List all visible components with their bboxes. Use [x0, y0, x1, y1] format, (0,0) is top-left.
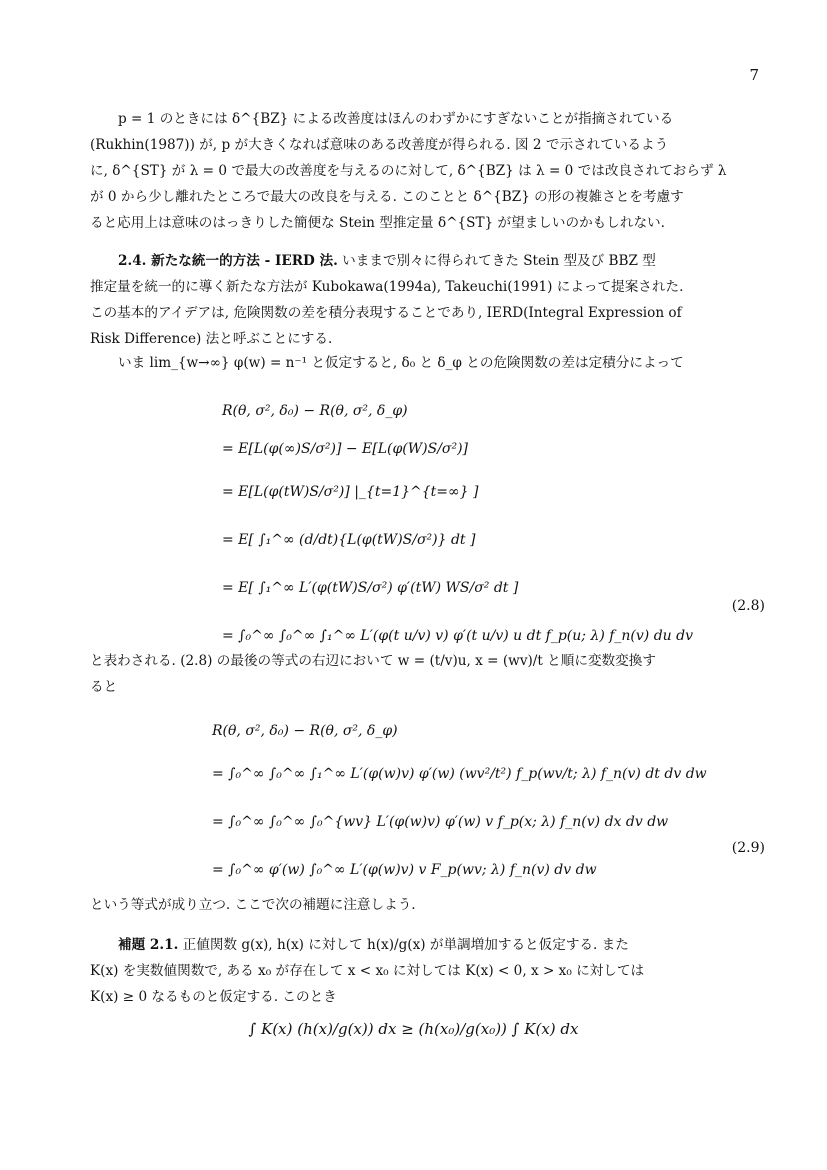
equation-line: = E[L(φ(tW)S/σ²)] |_{t=1}^{t=∞} ]: [222, 484, 479, 500]
equation-line: R(θ, σ², δ₀) − R(θ, σ², δ_φ): [212, 723, 398, 739]
section-2-4: [90, 248, 762, 352]
text-line: という等式が成り立つ. ここで次の補題に注意しよう.: [90, 897, 416, 913]
text-line: いままで別々に得られてきた Stein 型及び BBZ 型: [337, 253, 656, 269]
text-line: が 0 から少し離れたところで最大の改良を与える. このことと δ^{BZ} の形の複雑さとを考慮す: [90, 189, 684, 205]
text-line: 正値関数 g(x), h(x) に対して h(x)/g(x) が単調増加すると仮定する. また: [178, 937, 629, 953]
section-title: 2.4. 新たな統一的方法 - IERD 法.: [118, 253, 338, 269]
equation-number: (2.8): [731, 598, 765, 614]
page-number: 7: [749, 66, 759, 84]
text-line: に, δ^{ST} が λ = 0 で最大の改善度を与えるのに対して, δ^{BZ} は λ = 0 では改良されておらず λ: [90, 163, 727, 179]
lemma-heading-line: [90, 932, 762, 958]
equation-2-8: [222, 392, 702, 660]
text-line: ると: [90, 679, 118, 695]
text-line: 推定量を統一的に導く新たな方法が Kubokawa(1994a), Takeuchi(1991) によって提案された.: [90, 279, 684, 295]
paragraph-lemma-intro: [90, 892, 762, 918]
equation-line: R(θ, σ², δ₀) − R(θ, σ², δ_φ): [222, 403, 408, 419]
section-heading-line: [90, 248, 762, 274]
text-line: Risk Difference) 法と呼ぶことにする.: [90, 331, 333, 347]
equation-line: = ∫₀^∞ φ′(w) ∫₀^∞ L′(φ(w)v) v F_p(wv; λ) f_n(v) dv dw: [212, 862, 597, 878]
text-line: この基本的アイデアは, 危険関数の差を積分表現することであり, IERD(Integral Expression of: [90, 305, 682, 321]
paragraph-intro: [90, 106, 762, 236]
paragraph-lim: [90, 350, 762, 376]
equation-line: = ∫₀^∞ ∫₀^∞ ∫₁^∞ L′(φ(w)v) φ′(w) (wv²/t²) f_p(wv/t; λ) f_n(v) dt dv dw: [212, 766, 707, 782]
lemma-title: 補題 2.1.: [118, 937, 179, 953]
equation-number: (2.9): [731, 840, 765, 856]
equation-line: = E[ ∫₁^∞ L′(φ(tW)S/σ²) φ′(tW) WS/σ² dt ]: [222, 580, 519, 596]
equation-line: = ∫₀^∞ ∫₀^∞ ∫₀^{wv} L′(φ(w)v) φ′(w) v f_p(x; λ) f_n(v) dx dv dw: [212, 814, 669, 830]
lemma-inequality: ∫ K(x) (h(x)/g(x)) dx ≥ (h(x₀)/g(x₀)) ∫ K(x) dx: [248, 1020, 579, 1038]
paragraph-transform: [90, 648, 762, 700]
text-line: K(x) を実数値関数で, ある x₀ が存在して x < x₀ に対しては K(x) < 0, x > x₀ に対しては: [90, 963, 645, 979]
text-line: p = 1 のときには δ^{BZ} による改善度はほんのわずかにすぎないことが指摘されている: [118, 111, 674, 127]
text-line: ると応用上は意味のはっきりした簡便な Stein 型推定量 δ^{ST} が望ましいのかもしれない.: [90, 215, 665, 231]
equation-2-9: [212, 712, 732, 894]
text-line: K(x) ≥ 0 なるものと仮定する. このとき: [90, 989, 337, 1005]
equation-line: = ∫₀^∞ ∫₀^∞ ∫₁^∞ L′(φ(t u/v) v) φ′(t u/v) u dt f_p(u; λ) f_n(v) du dv: [222, 628, 694, 644]
equation-line: = E[L(φ(∞)S/σ²)] − E[L(φ(W)S/σ²)]: [222, 441, 468, 457]
lemma-2-1: [90, 932, 762, 1010]
text-line: と表わされる. (2.8) の最後の等式の右辺において w = (t/v)u, x = (wv)/t と順に変数変換す: [90, 653, 656, 669]
text-line: (Rukhin(1987)) が, p が大きくなれば意味のある改善度が得られる. 図 2 で示されているよう: [90, 137, 669, 153]
equation-line: = E[ ∫₁^∞ (d/dt){L(φ(tW)S/σ²)} dt ]: [222, 532, 476, 548]
text-line: いま lim_{w→∞} φ(w) = n⁻¹ と仮定すると, δ₀ と δ_φ との危険関数の差は定積分によって: [118, 355, 684, 371]
